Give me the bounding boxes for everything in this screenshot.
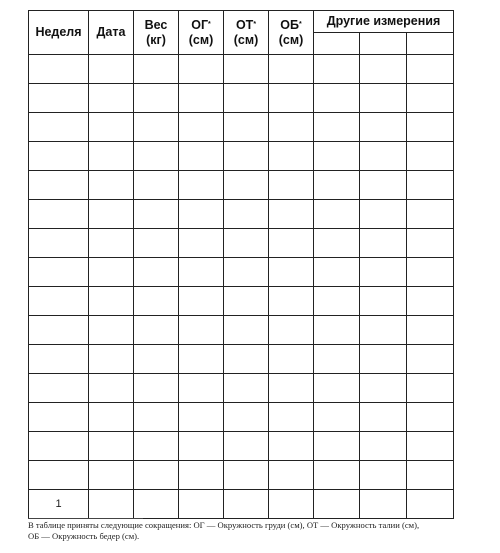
entry-cell[interactable] bbox=[224, 171, 269, 200]
table-row bbox=[29, 403, 454, 432]
entry-cell[interactable] bbox=[89, 461, 134, 490]
entry-cell[interactable] bbox=[314, 490, 360, 519]
entry-cell[interactable] bbox=[179, 229, 224, 258]
entry-cell[interactable] bbox=[360, 432, 407, 461]
entry-cell[interactable] bbox=[89, 432, 134, 461]
entry-cell[interactable] bbox=[360, 316, 407, 345]
entry-cell[interactable] bbox=[89, 374, 134, 403]
entry-cell[interactable] bbox=[314, 142, 360, 171]
entry-cell[interactable] bbox=[269, 200, 314, 229]
table-row bbox=[29, 200, 454, 229]
week-cell[interactable] bbox=[29, 229, 89, 258]
header-row bbox=[29, 11, 454, 33]
entry-cell[interactable] bbox=[134, 287, 179, 316]
entry-cell[interactable] bbox=[360, 84, 407, 113]
entry-cell[interactable] bbox=[269, 113, 314, 142]
week-cell[interactable] bbox=[29, 345, 89, 374]
entry-cell[interactable] bbox=[89, 403, 134, 432]
week-cell[interactable] bbox=[29, 142, 89, 171]
entry-cell[interactable] bbox=[134, 461, 179, 490]
entry-cell[interactable] bbox=[269, 142, 314, 171]
entry-cell[interactable] bbox=[269, 171, 314, 200]
measurement-log-sheet bbox=[28, 10, 453, 519]
entry-cell[interactable] bbox=[360, 403, 407, 432]
week-cell[interactable] bbox=[29, 287, 89, 316]
entry-cell[interactable] bbox=[89, 258, 134, 287]
entry-cell[interactable] bbox=[360, 229, 407, 258]
entry-cell[interactable] bbox=[314, 432, 360, 461]
entry-cell[interactable] bbox=[179, 55, 224, 84]
table-row bbox=[29, 113, 454, 142]
col-header-week: Неделя bbox=[29, 11, 89, 55]
entry-cell[interactable] bbox=[360, 461, 407, 490]
entry-cell[interactable] bbox=[314, 258, 360, 287]
week-cell[interactable] bbox=[29, 113, 89, 142]
table-row bbox=[29, 84, 454, 113]
col-header-date: Дата bbox=[89, 11, 134, 55]
entry-cell[interactable] bbox=[269, 432, 314, 461]
col-header-og: ОГ* (см) bbox=[179, 11, 224, 55]
entry-cell[interactable] bbox=[407, 287, 454, 316]
entry-cell[interactable] bbox=[224, 461, 269, 490]
table-row bbox=[29, 490, 454, 519]
table-row bbox=[29, 171, 454, 200]
entry-cell[interactable] bbox=[314, 229, 360, 258]
entry-cell[interactable] bbox=[224, 316, 269, 345]
entry-cell[interactable] bbox=[224, 229, 269, 258]
entry-cell[interactable] bbox=[89, 171, 134, 200]
col-header-ob: ОБ* (см) bbox=[269, 11, 314, 55]
entry-cell[interactable] bbox=[224, 403, 269, 432]
week-cell[interactable] bbox=[29, 374, 89, 403]
week-cell[interactable]: 1 bbox=[29, 490, 89, 519]
entry-cell[interactable] bbox=[179, 258, 224, 287]
entry-cell[interactable] bbox=[314, 113, 360, 142]
entry-cell[interactable] bbox=[134, 345, 179, 374]
entry-cell[interactable] bbox=[89, 84, 134, 113]
entry-cell[interactable] bbox=[179, 200, 224, 229]
entry-cell[interactable] bbox=[407, 113, 454, 142]
entry-cell[interactable] bbox=[89, 345, 134, 374]
table-row bbox=[29, 287, 454, 316]
entry-cell[interactable] bbox=[314, 84, 360, 113]
entry-cell[interactable] bbox=[179, 345, 224, 374]
entry-cell[interactable] bbox=[360, 258, 407, 287]
entry-cell[interactable] bbox=[269, 374, 314, 403]
entry-cell[interactable] bbox=[179, 403, 224, 432]
entry-cell[interactable] bbox=[89, 113, 134, 142]
entry-cell[interactable] bbox=[89, 142, 134, 171]
entry-cell[interactable] bbox=[407, 432, 454, 461]
entry-cell[interactable] bbox=[360, 490, 407, 519]
entry-cell[interactable] bbox=[314, 171, 360, 200]
entry-cell[interactable] bbox=[407, 84, 454, 113]
entry-cell[interactable] bbox=[314, 374, 360, 403]
entry-cell[interactable] bbox=[314, 287, 360, 316]
entry-cell[interactable] bbox=[407, 258, 454, 287]
table-row bbox=[29, 258, 454, 287]
week-cell[interactable] bbox=[29, 55, 89, 84]
entry-cell[interactable] bbox=[269, 55, 314, 84]
measurement-table bbox=[28, 10, 454, 519]
entry-cell[interactable] bbox=[407, 55, 454, 84]
entry-cell[interactable] bbox=[134, 490, 179, 519]
entry-cell[interactable] bbox=[269, 258, 314, 287]
entry-cell[interactable] bbox=[360, 374, 407, 403]
entry-cell[interactable] bbox=[89, 490, 134, 519]
entry-cell[interactable] bbox=[407, 229, 454, 258]
table-row bbox=[29, 55, 454, 84]
entry-cell[interactable] bbox=[134, 55, 179, 84]
entry-cell[interactable] bbox=[269, 229, 314, 258]
table-row bbox=[29, 142, 454, 171]
entry-cell[interactable] bbox=[269, 490, 314, 519]
entry-cell[interactable] bbox=[224, 287, 269, 316]
entry-cell[interactable] bbox=[134, 316, 179, 345]
entry-cell[interactable] bbox=[314, 461, 360, 490]
entry-cell[interactable] bbox=[269, 316, 314, 345]
entry-cell[interactable] bbox=[224, 200, 269, 229]
week-cell[interactable] bbox=[29, 171, 89, 200]
entry-cell[interactable] bbox=[407, 345, 454, 374]
entry-cell[interactable] bbox=[224, 84, 269, 113]
week-cell[interactable] bbox=[29, 461, 89, 490]
entry-cell[interactable] bbox=[407, 374, 454, 403]
entry-cell[interactable] bbox=[269, 403, 314, 432]
entry-cell[interactable] bbox=[224, 55, 269, 84]
entry-cell[interactable] bbox=[134, 432, 179, 461]
table-row bbox=[29, 461, 454, 490]
footnote-line-1: В таблице приняты следующие сокращения: ОГ — Окружность груди (см), ОТ — Окружность талии (см), bbox=[28, 520, 420, 530]
col-header-other: Другие измерения bbox=[314, 11, 454, 33]
entry-cell[interactable] bbox=[179, 84, 224, 113]
entry-cell[interactable] bbox=[134, 113, 179, 142]
entry-cell[interactable] bbox=[269, 84, 314, 113]
footnote bbox=[28, 520, 468, 542]
entry-cell[interactable] bbox=[407, 142, 454, 171]
entry-cell[interactable] bbox=[360, 142, 407, 171]
table-row bbox=[29, 229, 454, 258]
entry-cell[interactable] bbox=[407, 461, 454, 490]
entry-cell[interactable] bbox=[134, 374, 179, 403]
entry-cell[interactable] bbox=[134, 200, 179, 229]
entry-cell[interactable] bbox=[407, 316, 454, 345]
entry-cell[interactable] bbox=[89, 229, 134, 258]
entry-cell[interactable] bbox=[179, 432, 224, 461]
entry-cell[interactable] bbox=[179, 374, 224, 403]
week-cell[interactable] bbox=[29, 432, 89, 461]
entry-cell[interactable] bbox=[179, 316, 224, 345]
entry-cell[interactable] bbox=[360, 113, 407, 142]
entry-cell[interactable] bbox=[269, 345, 314, 374]
entry-cell[interactable] bbox=[407, 490, 454, 519]
entry-cell[interactable] bbox=[314, 200, 360, 229]
table-row bbox=[29, 432, 454, 461]
entry-cell[interactable] bbox=[224, 432, 269, 461]
footnote-rule bbox=[28, 518, 143, 519]
entry-cell[interactable] bbox=[360, 171, 407, 200]
entry-cell[interactable] bbox=[89, 200, 134, 229]
entry-cell[interactable] bbox=[224, 374, 269, 403]
week-cell[interactable] bbox=[29, 316, 89, 345]
col-header-ot: ОТ* (см) bbox=[224, 11, 269, 55]
entry-cell[interactable] bbox=[89, 55, 134, 84]
entry-cell[interactable] bbox=[89, 287, 134, 316]
entry-cell[interactable] bbox=[360, 287, 407, 316]
entry-cell[interactable] bbox=[360, 345, 407, 374]
table-row bbox=[29, 345, 454, 374]
entry-cell[interactable] bbox=[360, 200, 407, 229]
entry-cell[interactable] bbox=[224, 113, 269, 142]
entry-cell[interactable] bbox=[179, 287, 224, 316]
week-cell[interactable] bbox=[29, 84, 89, 113]
week-cell[interactable] bbox=[29, 403, 89, 432]
entry-cell[interactable] bbox=[179, 461, 224, 490]
col-header-weight: Вес (кг) bbox=[134, 11, 179, 55]
entry-cell[interactable] bbox=[179, 490, 224, 519]
week-cell[interactable] bbox=[29, 200, 89, 229]
other-sub-3 bbox=[407, 33, 454, 55]
entry-cell[interactable] bbox=[314, 345, 360, 374]
entry-cell[interactable] bbox=[134, 142, 179, 171]
entry-cell[interactable] bbox=[134, 229, 179, 258]
entry-cell[interactable] bbox=[407, 403, 454, 432]
entry-cell[interactable] bbox=[407, 200, 454, 229]
entry-cell[interactable] bbox=[179, 142, 224, 171]
entry-cell[interactable] bbox=[134, 84, 179, 113]
entry-cell[interactable] bbox=[179, 113, 224, 142]
week-cell[interactable] bbox=[29, 258, 89, 287]
table-row bbox=[29, 374, 454, 403]
entry-cell[interactable] bbox=[134, 171, 179, 200]
entry-cell[interactable] bbox=[360, 55, 407, 84]
entry-cell[interactable] bbox=[224, 258, 269, 287]
entry-cell[interactable] bbox=[179, 171, 224, 200]
entry-cell[interactable] bbox=[224, 490, 269, 519]
entry-cell[interactable] bbox=[89, 316, 134, 345]
entry-cell[interactable] bbox=[224, 345, 269, 374]
entry-cell[interactable] bbox=[314, 403, 360, 432]
entry-cell[interactable] bbox=[269, 461, 314, 490]
other-sub-2 bbox=[360, 33, 407, 55]
other-sub-1 bbox=[314, 33, 360, 55]
entry-cell[interactable] bbox=[269, 287, 314, 316]
entry-cell[interactable] bbox=[134, 258, 179, 287]
entry-cell[interactable] bbox=[134, 403, 179, 432]
entry-cell[interactable] bbox=[314, 55, 360, 84]
table-row bbox=[29, 316, 454, 345]
entry-cell[interactable] bbox=[224, 142, 269, 171]
footnote-line-2: ОБ — Окружность бедер (см). bbox=[28, 531, 140, 541]
entry-cell[interactable] bbox=[314, 316, 360, 345]
entry-cell[interactable] bbox=[407, 171, 454, 200]
